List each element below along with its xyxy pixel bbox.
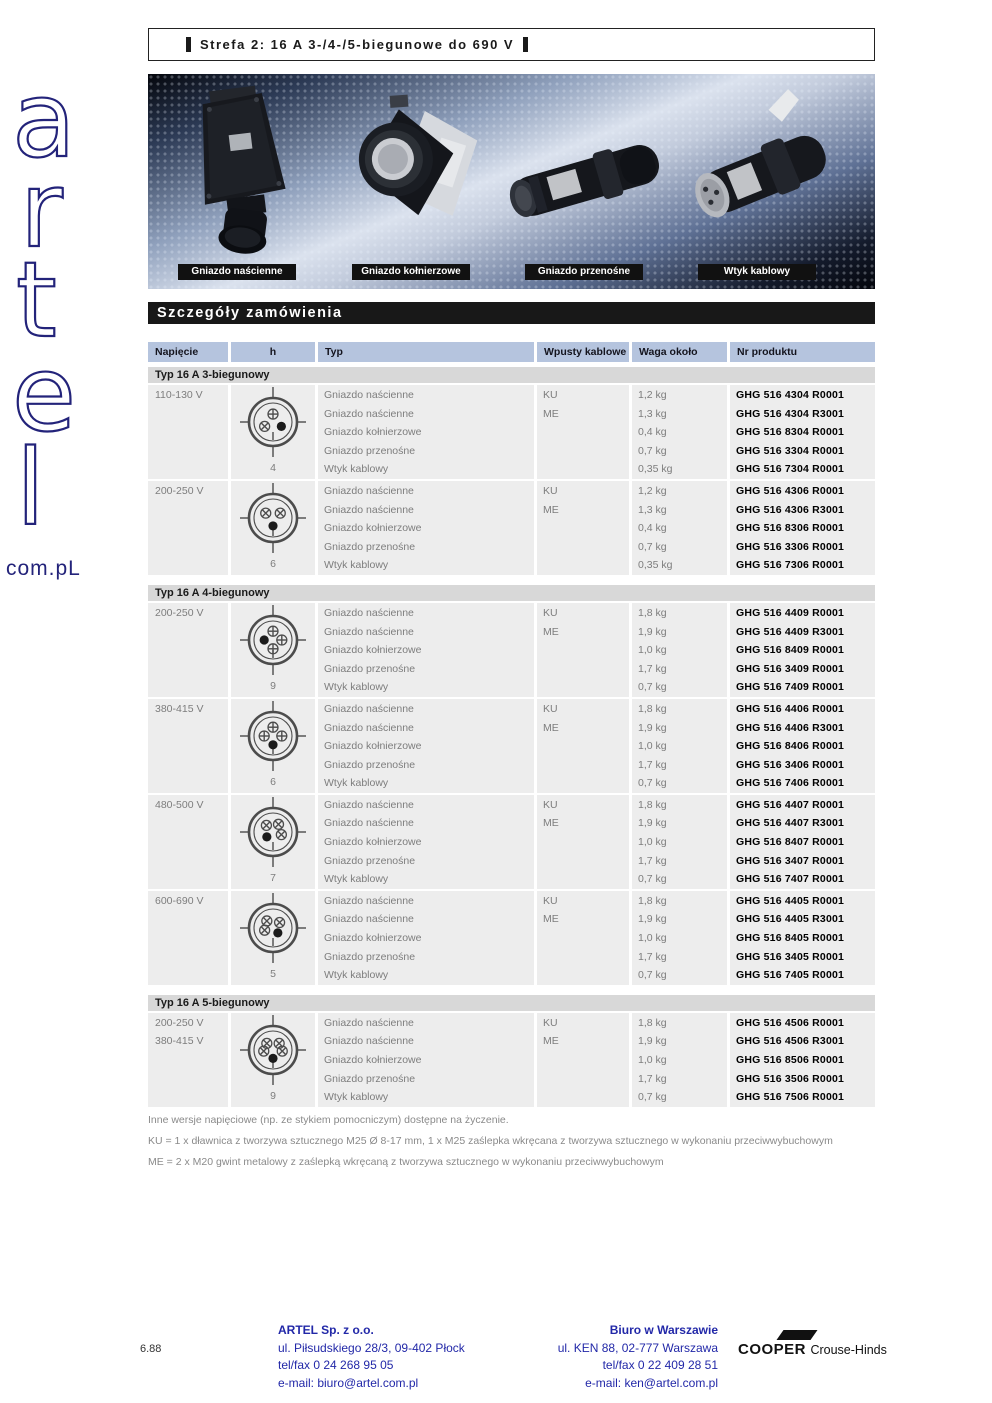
waga-cell: [632, 1013, 727, 1107]
typ-cell: [318, 1013, 534, 1107]
waga-value: 1,0 kg: [638, 932, 667, 945]
wall-socket-icon: [156, 82, 326, 257]
waga-value: 1,7 kg: [638, 854, 667, 867]
col-header-wpusty: Wpusty kablowe: [537, 342, 629, 362]
wpust-value: [537, 519, 629, 538]
waga-value: 1,8 kg: [638, 894, 667, 907]
nr-cell: [730, 891, 875, 985]
pin-configuration-diagram: [239, 700, 307, 772]
office-main-phone: tel/fax 0 24 268 95 05: [278, 1358, 394, 1372]
wpust-value: [537, 948, 629, 967]
artel-logo-letters-icon: [6, 68, 96, 538]
nr-produktu-value: GHG 516 8407 R0001: [736, 836, 845, 849]
typ-value: Gniazdo naścienne: [324, 721, 414, 734]
wpust-value: [537, 870, 629, 889]
table-header-row: [148, 342, 875, 362]
voltage-group-row: [148, 481, 875, 575]
typ-value: Gniazdo kołnierzowe: [324, 426, 422, 439]
footnote-line: KU = 1 x dławnica z tworzywa sztucznego M25 Ø 8-17 mm, 1 x M25 zaślepka wkręcana z tworzywa sztucznego w wykonaniu przeciwwybuchowym: [148, 1134, 833, 1147]
typ-value: Gniazdo przenośne: [324, 854, 416, 867]
typ-value: Gniazdo kołnierzowe: [324, 740, 422, 753]
typ-value: Gniazdo przenośne: [324, 444, 416, 457]
waga-value: 0,7 kg: [638, 1091, 667, 1104]
order-table: [148, 342, 875, 1107]
nr-produktu-value: GHG 516 7409 R0001: [736, 681, 845, 694]
product-photo-cable-plug: [675, 82, 845, 257]
wpust-value: ME: [543, 721, 559, 734]
nr-produktu-value: GHG 516 8406 R0001: [736, 740, 845, 753]
product-banner: [148, 74, 875, 289]
cable-plug-icon: [675, 82, 845, 257]
wpust-value: ME: [543, 625, 559, 638]
nr-produktu-value: GHG 516 3306 R0001: [736, 540, 845, 553]
table-section-header: Typ 16 A 5-biegunowy: [148, 995, 875, 1011]
wpust-value: [537, 1070, 629, 1089]
diagram-cell: [231, 1013, 315, 1107]
wpust-value: [537, 852, 629, 871]
typ-value: Gniazdo przenośne: [324, 950, 416, 963]
nr-produktu-value: GHG 516 4306 R3001: [736, 503, 845, 516]
h-value: 4: [270, 462, 276, 474]
nr-cell: [730, 603, 875, 697]
h-value: 9: [270, 679, 276, 692]
waga-value: 1,9 kg: [638, 817, 667, 830]
nr-produktu-value: GHG 516 7306 R0001: [736, 559, 845, 572]
product-label-flange-socket: Gniazdo kołnierzowe: [352, 264, 470, 280]
wpust-value: KU: [543, 1016, 558, 1029]
waga-value: 0,7 kg: [638, 444, 667, 457]
nr-produktu-value: GHG 516 4407 R3001: [736, 817, 845, 830]
nr-produktu-value: GHG 516 8306 R0001: [736, 522, 845, 535]
waga-value: 1,8 kg: [638, 1016, 667, 1029]
h-value: 9: [270, 1089, 276, 1102]
voltage-group-row: [148, 385, 875, 479]
typ-value: Gniazdo przenośne: [324, 1072, 416, 1085]
office-warsaw-email: e-mail: ken@artel.com.pl: [585, 1375, 718, 1390]
voltage-group-row: [148, 1013, 875, 1107]
waga-value: 0,7 kg: [638, 873, 667, 886]
nr-produktu-value: GHG 516 7506 R0001: [736, 1091, 845, 1104]
wpust-value: [537, 774, 629, 793]
h-value: 7: [270, 871, 276, 884]
wpust-value: KU: [543, 606, 558, 619]
waga-value: 1,2 kg: [638, 389, 667, 401]
wpust-value: [537, 833, 629, 852]
nr-produktu-value: GHG 516 4506 R3001: [736, 1035, 845, 1048]
typ-value: Gniazdo przenośne: [324, 758, 416, 771]
typ-value: Gniazdo kołnierzowe: [324, 644, 422, 657]
wpust-value: ME: [543, 817, 559, 830]
voltage-cell: [148, 385, 228, 479]
product-photo-wall-socket: [156, 82, 326, 257]
waga-value: 1,0 kg: [638, 740, 667, 753]
typ-cell: [318, 603, 534, 697]
col-header-voltage: Napięcie: [148, 342, 228, 362]
typ-cell: [318, 385, 534, 479]
office-warsaw-address: ul. KEN 88, 02-777 Warszawa: [557, 1340, 718, 1355]
typ-cell: [318, 795, 534, 889]
typ-value: Gniazdo naścienne: [324, 503, 414, 516]
voltage-value: 200-250 V: [155, 1016, 204, 1029]
typ-value: Gniazdo naścienne: [324, 798, 414, 811]
waga-value: 1,3 kg: [638, 503, 667, 516]
voltage-value: 480-500 V: [155, 798, 204, 811]
cooper-crouse-hinds-logo: [738, 1330, 888, 1359]
wpust-cell: [537, 481, 629, 575]
page-title: Strefa 2: 16 A 3-/4-/5-biegunowe do 690 V: [200, 37, 515, 52]
typ-value: Gniazdo kołnierzowe: [324, 522, 422, 535]
footnote-line: Inne wersje napięciowe (np. ze stykiem pomocniczym) dostępne na życzenie.: [148, 1113, 509, 1126]
nr-produktu-value: GHG 516 7406 R0001: [736, 777, 845, 790]
waga-value: 1,7 kg: [638, 1072, 667, 1085]
waga-cell: [632, 603, 727, 697]
waga-value: 1,9 kg: [638, 721, 667, 734]
typ-value: Gniazdo przenośne: [324, 662, 416, 675]
pin-configuration-diagram: [239, 604, 307, 676]
pin-configuration-diagram: [239, 796, 307, 868]
nr-produktu-value: GHG 516 4506 R0001: [736, 1016, 845, 1029]
voltage-value: 600-690 V: [155, 894, 204, 907]
voltage-cell: [148, 699, 228, 793]
nr-produktu-value: GHG 516 7304 R0001: [736, 463, 845, 476]
nr-cell: [730, 1013, 875, 1107]
diagram-cell: [231, 795, 315, 889]
svg-text:l: l: [16, 427, 45, 538]
nr-produktu-value: GHG 516 8405 R0001: [736, 932, 845, 945]
waga-value: 0,4 kg: [638, 426, 667, 439]
typ-value: Gniazdo naścienne: [324, 1016, 414, 1029]
waga-cell: [632, 481, 727, 575]
title-bar-left-icon: [186, 37, 191, 52]
typ-value: Gniazdo naścienne: [324, 702, 414, 715]
nr-produktu-value: GHG 516 7407 R0001: [736, 873, 845, 886]
wpust-value: ME: [543, 503, 559, 516]
office-main-email: e-mail: biuro@artel.com.pl: [278, 1375, 419, 1390]
pin-configuration-diagram: [239, 482, 307, 554]
crouse-hinds-wordmark: Crouse-Hinds: [810, 1343, 887, 1357]
product-label-portable-socket: Gniazdo przenośne: [525, 264, 643, 280]
wpust-value: KU: [543, 798, 558, 811]
typ-value: Gniazdo naścienne: [324, 625, 414, 638]
col-header-nr: Nr produktu: [730, 342, 875, 362]
footnotes: [148, 1110, 875, 1173]
artel-logo: [6, 68, 96, 581]
wpust-cell: [537, 1013, 629, 1107]
nr-produktu-value: GHG 516 3304 R0001: [736, 444, 845, 457]
wpust-value: [537, 678, 629, 697]
waga-cell: [632, 795, 727, 889]
waga-value: 1,7 kg: [638, 662, 667, 675]
typ-value: Gniazdo naścienne: [324, 484, 414, 497]
svg-text:r: r: [20, 149, 63, 271]
typ-value: Gniazdo kołnierzowe: [324, 1054, 422, 1066]
waga-cell: [632, 891, 727, 985]
nr-cell: [730, 385, 875, 479]
typ-value: Wtyk kablowy: [324, 1091, 389, 1104]
office-warsaw-block: [430, 1322, 718, 1392]
wpust-value: KU: [543, 702, 558, 715]
wpust-value: [537, 641, 629, 660]
waga-value: 1,2 kg: [638, 484, 667, 497]
wpust-value: [537, 442, 629, 461]
product-photo-flange-socket: [329, 82, 499, 257]
nr-cell: [730, 699, 875, 793]
waga-value: 0,35 kg: [638, 463, 673, 476]
wpust-value: KU: [543, 484, 558, 497]
typ-value: Wtyk kablowy: [324, 969, 389, 982]
wpust-cell: [537, 795, 629, 889]
wpust-value: [537, 1051, 629, 1070]
diagram-cell: [231, 385, 315, 479]
waga-cell: [632, 385, 727, 479]
wpust-cell: [537, 603, 629, 697]
typ-value: Gniazdo naścienne: [324, 407, 414, 420]
nr-produktu-value: GHG 516 4306 R0001: [736, 484, 845, 497]
wpust-value: [537, 660, 629, 679]
wpust-value: [537, 966, 629, 985]
nr-produktu-value: GHG 516 4304 R3001: [736, 407, 845, 420]
nr-produktu-value: GHG 516 4304 R0001: [736, 389, 845, 401]
page-number: 6.88: [140, 1343, 162, 1355]
typ-value: Gniazdo naścienne: [324, 817, 414, 830]
order-table-body: [148, 367, 875, 1107]
typ-value: Gniazdo naścienne: [324, 389, 414, 401]
nr-produktu-value: GHG 516 3405 R0001: [736, 950, 845, 963]
diagram-cell: [231, 481, 315, 575]
wpust-cell: [537, 891, 629, 985]
artel-domain: com.pL: [6, 557, 81, 580]
waga-value: 0,35 kg: [638, 559, 673, 572]
col-header-h: h: [231, 342, 315, 362]
waga-value: 1,0 kg: [638, 836, 667, 849]
cooper-wordmark: COOPER: [738, 1341, 807, 1358]
voltage-value: 380-415 V: [155, 702, 204, 715]
typ-value: Wtyk kablowy: [324, 559, 389, 572]
typ-value: Gniazdo przenośne: [324, 540, 416, 553]
wpust-value: [537, 423, 629, 442]
typ-value: Wtyk kablowy: [324, 777, 389, 790]
waga-value: 1,8 kg: [638, 702, 667, 715]
typ-value: Gniazdo kołnierzowe: [324, 932, 422, 945]
voltage-cell: [148, 603, 228, 697]
waga-value: 1,9 kg: [638, 913, 667, 926]
nr-produktu-value: GHG 516 8304 R0001: [736, 426, 845, 439]
voltage-value: 200-250 V: [155, 484, 204, 497]
h-value: 6: [270, 775, 276, 788]
nr-produktu-value: GHG 516 4406 R0001: [736, 702, 845, 715]
nr-produktu-value: GHG 516 4406 R3001: [736, 721, 845, 734]
page-title-box: [148, 28, 875, 61]
typ-value: Wtyk kablowy: [324, 681, 389, 694]
typ-cell: [318, 699, 534, 793]
typ-value: Gniazdo naścienne: [324, 1035, 414, 1048]
nr-produktu-value: GHG 516 8409 R0001: [736, 644, 845, 657]
waga-value: 1,0 kg: [638, 644, 667, 657]
office-main-address: ul. Piłsudskiego 28/3, 09-402 Płock: [278, 1340, 465, 1355]
typ-value: Wtyk kablowy: [324, 463, 389, 476]
office-warsaw-name: Biuro w Warszawie: [609, 1323, 718, 1337]
cooper-flag-icon: [776, 1330, 817, 1340]
office-main-name: ARTEL Sp. z o.o.: [278, 1323, 374, 1337]
product-label-cable-plug: Wtyk kablowy: [698, 264, 816, 280]
wpust-value: [537, 756, 629, 775]
voltage-cell: [148, 795, 228, 889]
nr-cell: [730, 795, 875, 889]
typ-value: Gniazdo naścienne: [324, 606, 414, 619]
diagram-cell: [231, 891, 315, 985]
wpust-value: KU: [543, 894, 558, 907]
nr-produktu-value: GHG 516 4405 R3001: [736, 913, 845, 926]
wpust-value: ME: [543, 407, 559, 420]
voltage-group-row: [148, 795, 875, 889]
diagram-cell: [231, 699, 315, 793]
waga-value: 0,7 kg: [638, 969, 667, 982]
footnote-line: ME = 2 x M20 gwint metalowy z zaślepką wkręcaną z tworzywa sztucznego w wykonaniu przeciwwybuchowym: [148, 1155, 664, 1168]
nr-produktu-value: GHG 516 4409 R3001: [736, 625, 845, 638]
typ-value: Gniazdo kołnierzowe: [324, 836, 422, 849]
wpust-value: [537, 737, 629, 756]
nr-produktu-value: GHG 516 3407 R0001: [736, 854, 845, 867]
nr-produktu-value: GHG 516 4407 R0001: [736, 798, 845, 811]
svg-text:e: e: [12, 333, 76, 455]
waga-value: 1,8 kg: [638, 798, 667, 811]
waga-value: 1,7 kg: [638, 950, 667, 963]
svg-text:a: a: [12, 68, 76, 181]
waga-value: 0,4 kg: [638, 522, 667, 535]
nr-produktu-value: GHG 516 3406 R0001: [736, 758, 845, 771]
waga-value: 1,9 kg: [638, 625, 667, 638]
voltage-group-row: [148, 603, 875, 697]
product-photo-portable-socket: [502, 82, 672, 257]
nr-cell: [730, 481, 875, 575]
waga-value: 1,7 kg: [638, 758, 667, 771]
wpust-value: ME: [543, 1035, 559, 1048]
typ-value: Gniazdo naścienne: [324, 913, 414, 926]
col-header-waga: Waga około: [632, 342, 727, 362]
waga-value: 1,0 kg: [638, 1054, 667, 1066]
portable-socket-icon: [502, 82, 672, 257]
wpust-value: ME: [543, 913, 559, 926]
wpust-value: KU: [543, 389, 558, 401]
voltage-cell: [148, 891, 228, 985]
nr-produktu-value: GHG 516 3506 R0001: [736, 1072, 845, 1085]
typ-value: Gniazdo naścienne: [324, 894, 414, 907]
h-value: 5: [270, 967, 276, 980]
voltage-value: 380-415 V: [155, 1035, 204, 1048]
pin-configuration-diagram: [239, 1014, 307, 1086]
voltage-value: 200-250 V: [155, 606, 204, 619]
nr-produktu-value: GHG 516 4405 R0001: [736, 894, 845, 907]
nr-produktu-value: GHG 516 7405 R0001: [736, 969, 845, 982]
wpust-value: [537, 929, 629, 948]
typ-value: Wtyk kablowy: [324, 873, 389, 886]
nr-produktu-value: GHG 516 3409 R0001: [736, 662, 845, 675]
voltage-value: 110-130 V: [155, 389, 203, 401]
waga-value: 0,7 kg: [638, 777, 667, 790]
waga-value: 1,3 kg: [638, 407, 667, 420]
waga-value: 0,7 kg: [638, 540, 667, 553]
waga-value: 1,9 kg: [638, 1035, 667, 1048]
office-warsaw-phone: tel/fax 0 22 409 28 51: [602, 1358, 718, 1372]
wpust-value: [537, 556, 629, 575]
diagram-cell: [231, 603, 315, 697]
h-value: 6: [270, 557, 276, 570]
order-details-bar: Szczegóły zamówienia: [148, 302, 875, 324]
wpust-value: [537, 1088, 629, 1107]
waga-value: 1,8 kg: [638, 606, 667, 619]
wpust-cell: [537, 385, 629, 479]
col-header-typ: Typ: [318, 342, 534, 362]
title-bar-right-icon: [523, 37, 528, 52]
voltage-group-row: [148, 891, 875, 985]
voltage-cell: [148, 481, 228, 575]
pin-configuration-diagram: [239, 892, 307, 964]
typ-cell: [318, 891, 534, 985]
nr-produktu-value: GHG 516 8506 R0001: [736, 1054, 845, 1066]
flange-socket-icon: [329, 82, 499, 257]
svg-text:t: t: [16, 239, 57, 361]
nr-produktu-value: GHG 516 4409 R0001: [736, 606, 845, 619]
voltage-cell: [148, 1013, 228, 1107]
pin-configuration-diagram: [239, 386, 307, 458]
waga-value: 0,7 kg: [638, 681, 667, 694]
typ-cell: [318, 481, 534, 575]
table-section-header: Typ 16 A 3-biegunowy: [148, 367, 875, 383]
wpust-cell: [537, 699, 629, 793]
wpust-value: [537, 538, 629, 557]
voltage-group-row: [148, 699, 875, 793]
wpust-value: [537, 460, 629, 479]
waga-cell: [632, 699, 727, 793]
table-section-header: Typ 16 A 4-biegunowy: [148, 585, 875, 601]
product-label-wall-socket: Gniazdo naścienne: [178, 264, 296, 280]
